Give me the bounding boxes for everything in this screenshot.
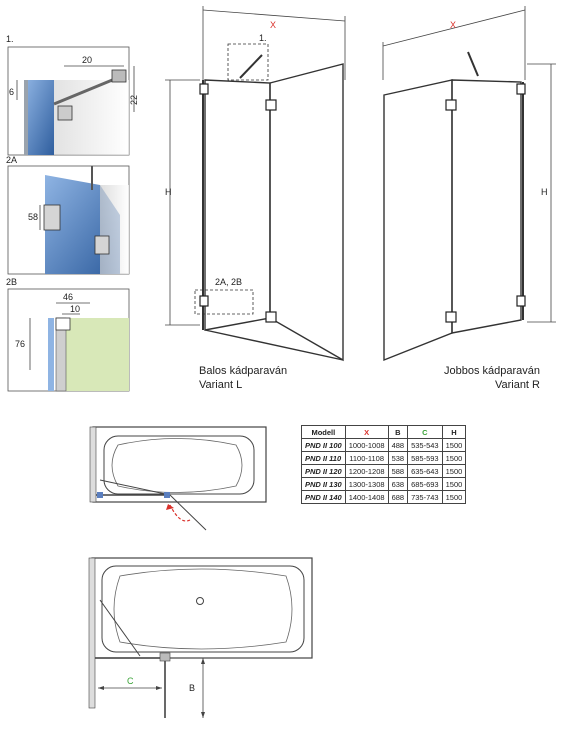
table-row bbox=[302, 491, 466, 504]
x-dim-left: X bbox=[270, 20, 277, 30]
table-row bbox=[302, 439, 466, 452]
table-row bbox=[302, 465, 466, 478]
spec-table bbox=[301, 425, 466, 504]
cell-c: 535-543 bbox=[408, 439, 443, 452]
col-h: H bbox=[442, 426, 466, 439]
cell-x: 1300-1308 bbox=[345, 478, 388, 491]
variant-r-caption-line1: Jobbos kádparaván bbox=[443, 365, 540, 377]
variant-l-caption-line2: Variant L bbox=[199, 379, 243, 391]
callout-1: 1. bbox=[259, 33, 267, 43]
detail-1-label: 1. bbox=[6, 34, 14, 44]
cell-c: 635-643 bbox=[408, 465, 443, 478]
spec-table-header bbox=[302, 426, 466, 439]
dim-2a: 58 bbox=[28, 212, 39, 222]
plan-view-bottom bbox=[89, 558, 312, 718]
col-b: B bbox=[388, 426, 408, 439]
variant-r-elevation bbox=[383, 6, 556, 360]
callout-2: 2A, 2B bbox=[215, 277, 243, 287]
cell-x: 1000-1008 bbox=[345, 439, 388, 452]
table-row bbox=[302, 478, 466, 491]
cell-b: 688 bbox=[388, 491, 408, 504]
dim-2b-top1: 46 bbox=[63, 292, 74, 302]
plan-view-top bbox=[90, 427, 266, 530]
variant-l-caption bbox=[199, 364, 287, 392]
cell-b: 538 bbox=[388, 452, 408, 465]
cell-h: 1500 bbox=[442, 478, 466, 491]
cell-b: 638 bbox=[388, 478, 408, 491]
variant-r-caption bbox=[430, 364, 540, 392]
cell-model: PND II 110 bbox=[302, 452, 346, 465]
col-x: X bbox=[345, 426, 388, 439]
cell-model: PND II 120 bbox=[302, 465, 346, 478]
cell-h: 1500 bbox=[442, 491, 466, 504]
dim-1-right: 22 bbox=[129, 94, 139, 105]
c-dim: C bbox=[127, 676, 134, 686]
cell-model: PND II 130 bbox=[302, 478, 346, 491]
dim-2b-left: 76 bbox=[15, 339, 26, 349]
cell-x: 1400-1408 bbox=[345, 491, 388, 504]
dim-1-left: 6 bbox=[9, 87, 15, 97]
cell-c: 685-693 bbox=[408, 478, 443, 491]
cell-b: 588 bbox=[388, 465, 408, 478]
cell-x: 1100-1108 bbox=[345, 452, 388, 465]
table-row bbox=[302, 452, 466, 465]
dim-1-top: 20 bbox=[82, 55, 93, 65]
col-c: C bbox=[408, 426, 443, 439]
x-dim-right: X bbox=[450, 20, 457, 30]
b-dim: B bbox=[189, 683, 196, 693]
variant-l-caption-line1: Balos kádparaván bbox=[199, 365, 288, 377]
cell-b: 488 bbox=[388, 439, 408, 452]
variant-l-elevation bbox=[165, 6, 345, 360]
cell-model: PND II 100 bbox=[302, 439, 346, 452]
detail-2a-label: 2A bbox=[6, 155, 18, 165]
detail-2a bbox=[6, 155, 129, 274]
h-dim-left: H bbox=[165, 187, 172, 197]
cell-h: 1500 bbox=[442, 452, 466, 465]
cell-h: 1500 bbox=[442, 439, 466, 452]
cell-x: 1200-1208 bbox=[345, 465, 388, 478]
dim-2b-top2: 10 bbox=[70, 304, 81, 314]
detail-2b-label: 2B bbox=[6, 277, 18, 287]
variant-r-caption-line2: Variant R bbox=[494, 379, 540, 391]
col-model: Modell bbox=[302, 426, 346, 439]
cell-c: 585-593 bbox=[408, 452, 443, 465]
detail-1 bbox=[6, 34, 139, 155]
cell-c: 735-743 bbox=[408, 491, 443, 504]
cell-model: PND II 140 bbox=[302, 491, 346, 504]
cell-h: 1500 bbox=[442, 465, 466, 478]
h-dim-right: H bbox=[541, 187, 548, 197]
detail-2b bbox=[6, 277, 129, 391]
